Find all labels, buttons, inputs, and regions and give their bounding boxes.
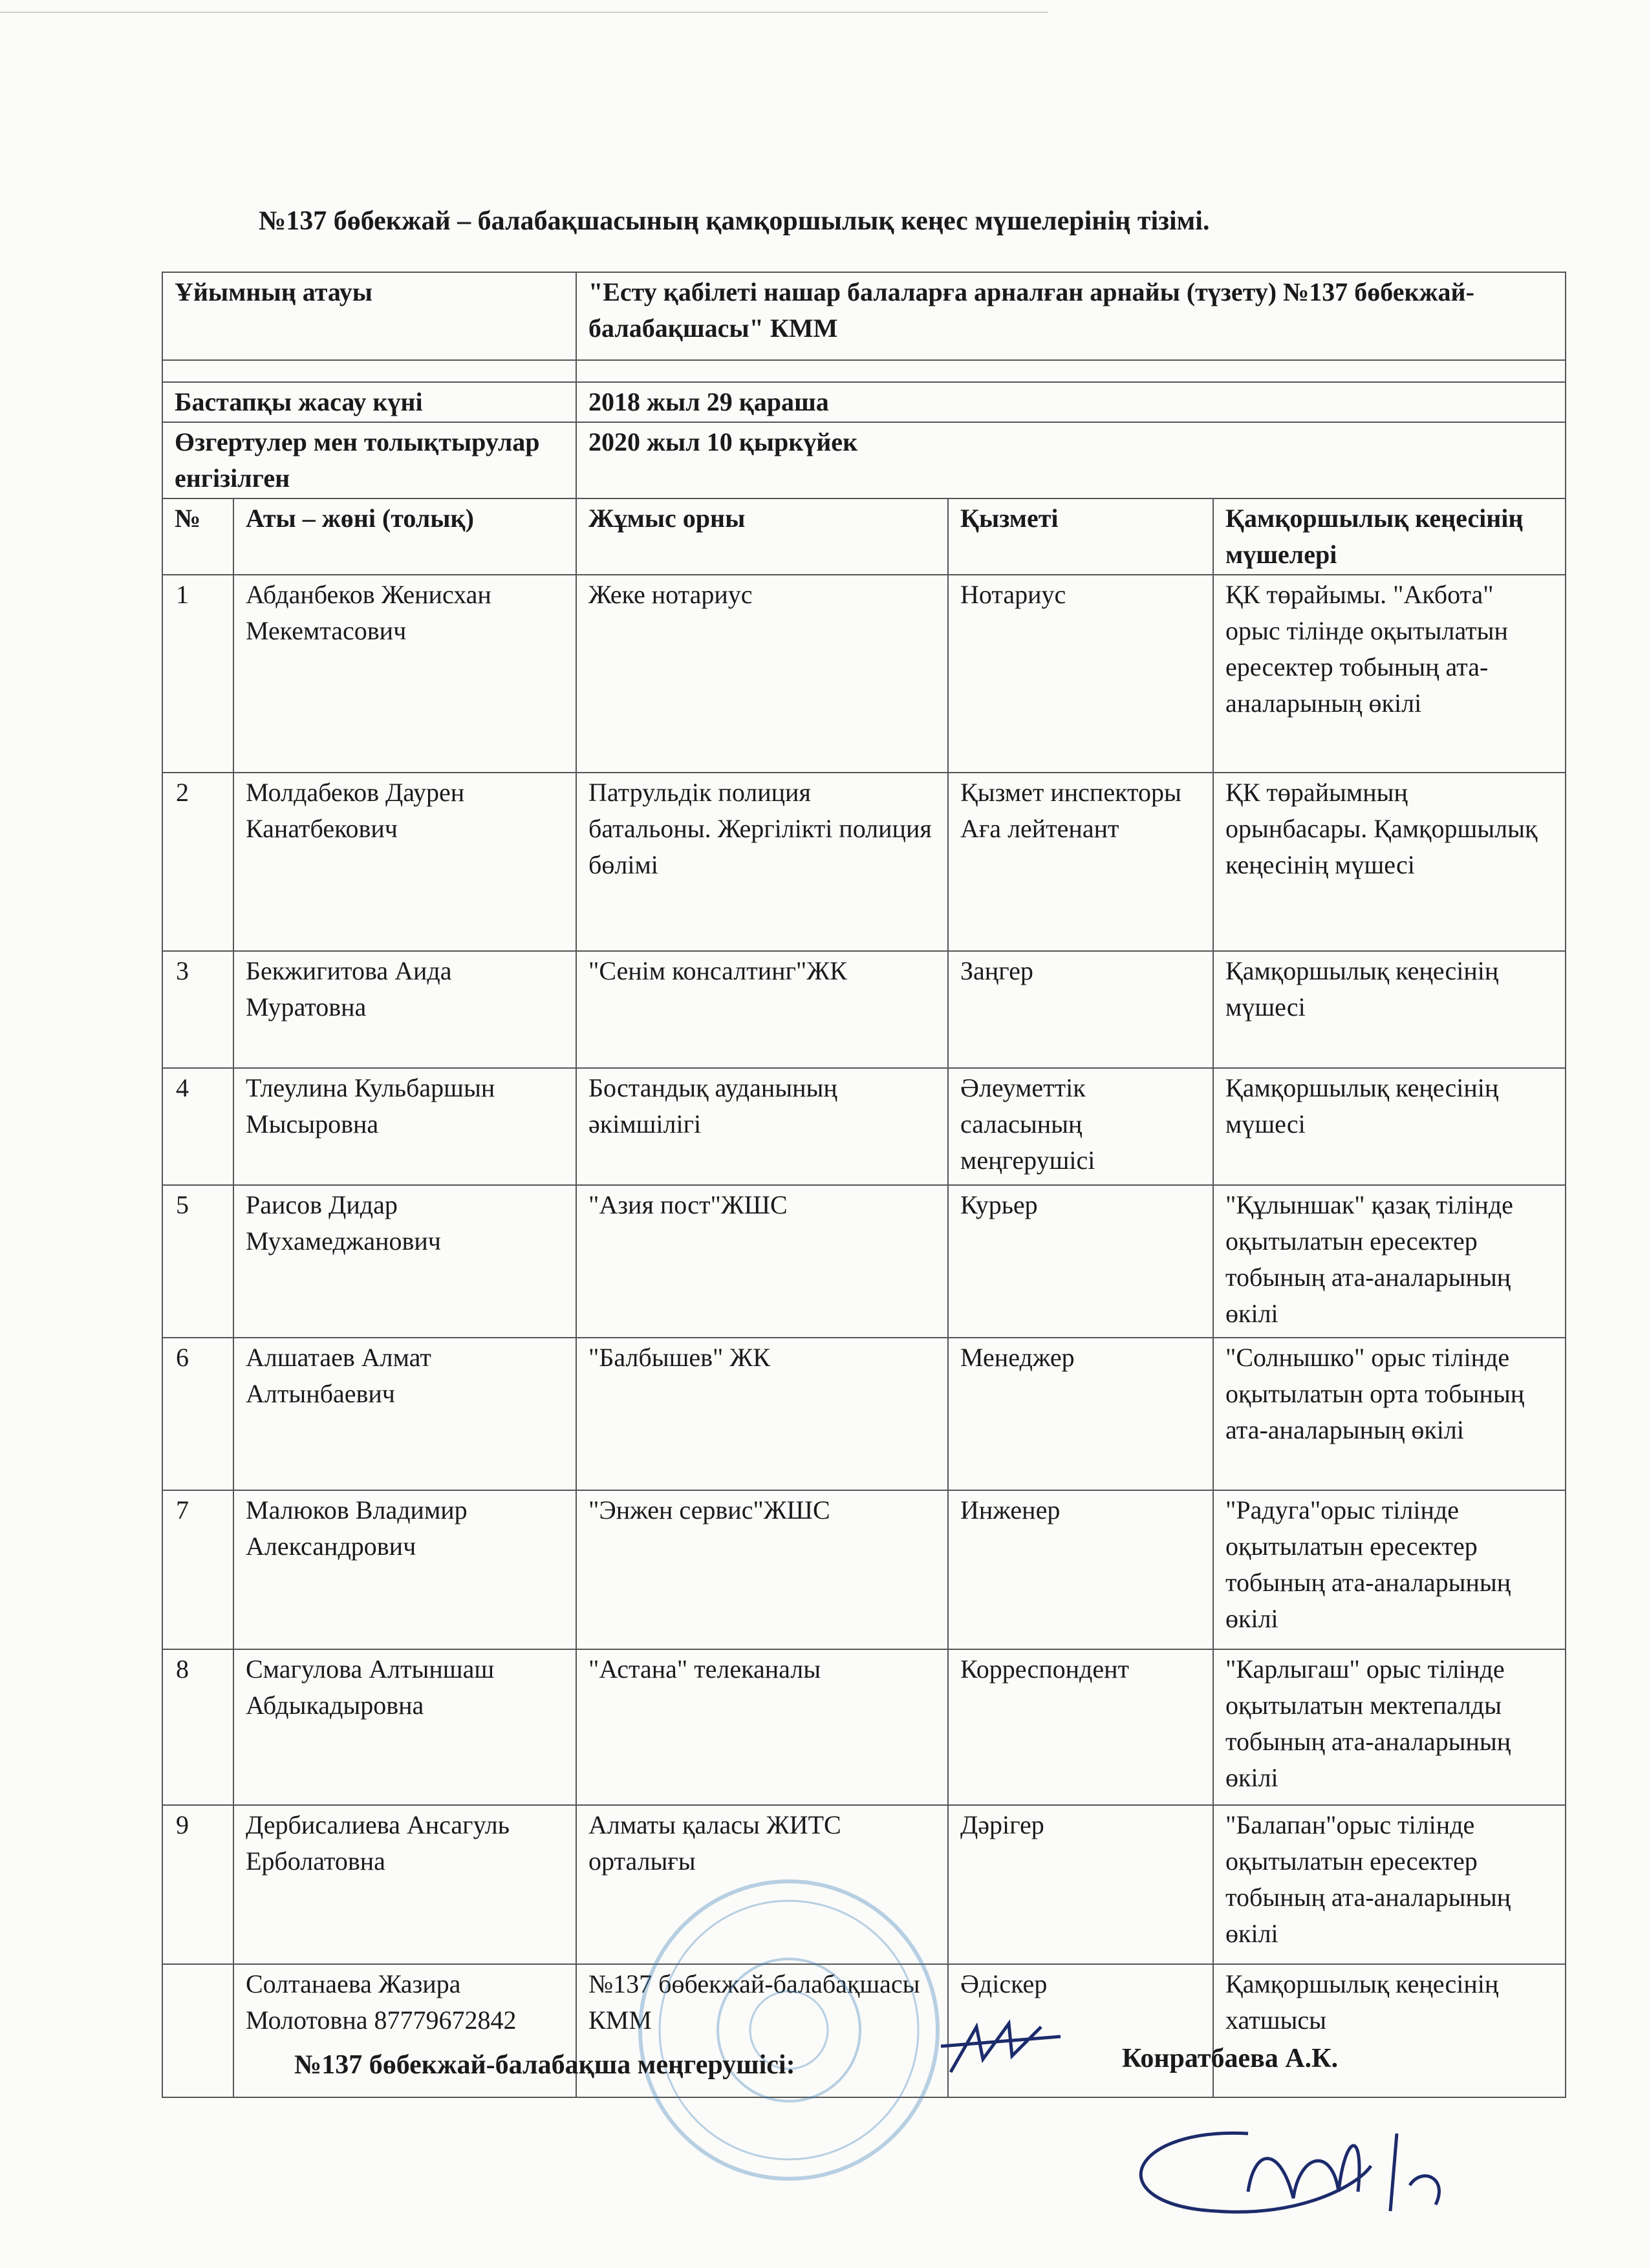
row-num: 4 [162,1068,233,1185]
member-position: Заңгер [948,951,1213,1068]
spacer-row [162,360,1566,382]
row-num: 1 [162,575,233,773]
row-num: 2 [162,773,233,951]
row-num: 7 [162,1490,233,1649]
member-position: Менеджер [948,1338,1213,1490]
changes-row [162,422,1566,498]
scan-edge-line [0,12,1048,13]
member-position: Корреспондент [948,1649,1213,1805]
member-work: "Азия пост"ЖШС [576,1185,948,1338]
member-role: "Карлыгаш" орыс тілінде оқытылатын мектепалды тобының ата-аналарының өкілі [1213,1649,1566,1805]
member-name: Алшатаев Алмат Алтынбаевич [233,1338,576,1490]
member-name: Малюков Владимир Александрович [233,1490,576,1649]
member-work: Алматы қаласы ЖИТС орталығы [576,1805,948,1964]
page-title: №137 бөбекжай – балабақшасының қамқоршылық кеңес мүшелерінің тізімі. [259,206,1210,236]
member-name: Тлеулина Кульбаршын Мысыровна [233,1068,576,1185]
member-role: ҚК төрайымның орынбасары. Қамқоршылық кеңесінің мүшесі [1213,773,1566,951]
member-role: "Балапан"орыс тілінде оқытылатын ересектер тобының ата-аналарының өкілі [1213,1805,1566,1964]
table-row [162,1649,1566,1805]
org-row [162,272,1566,360]
member-role: Қамқоршылық кеңесінің мүшесі [1213,951,1566,1068]
member-position: Қызмет инспекторы Аға лейтенант [948,773,1213,951]
header-num: № [162,498,233,575]
head-name: Конратбаева А.К. [1122,2044,1339,2073]
member-name: Дербисалиева Ансагуль Ерболатовна [233,1805,576,1964]
member-role: "Құлыншак" қазақ тілінде оқытылатын ересектер тобының ата-аналарының өкілі [1213,1185,1566,1338]
table-row [162,1068,1566,1185]
member-work: "Астана" телеканалы [576,1649,948,1805]
member-name: Смагулова Алтыншаш Абдыкадыровна [233,1649,576,1805]
header-role: Қамқоршылық кеңесінің мүшелері [1213,498,1566,575]
member-role: Қамқоршылық кеңесінің хатшысы [1213,1964,1566,2097]
row-num: 8 [162,1649,233,1805]
row-num: 9 [162,1805,233,1964]
member-work: Патрульдік полиция батальоны. Жергілікті полиция бөлімі [576,773,948,951]
member-name: Солтанаева Жазира Молотовна 87779672842 [233,1964,576,2097]
org-label: Ұйымның атауы [162,272,576,360]
member-position: Инженер [948,1490,1213,1649]
council-table [162,272,1566,2098]
member-role: "Солнышко" орыс тілінде оқытылатын орта тобының ата-аналарының өкілі [1213,1338,1566,1490]
header-row [162,498,1566,575]
member-role: ҚК төрайымы. "Акбота" орыс тілінде оқытылатын ересектер тобының ата-аналарының өкілі [1213,575,1566,773]
table-row [162,951,1566,1068]
row-num: 6 [162,1338,233,1490]
row-num: 5 [162,1185,233,1338]
head-label: №137 бөбекжай-балабақша меңгерушісі: [294,2050,795,2080]
created-value: 2018 жыл 29 қараша [576,382,1566,422]
signature [1086,2108,1507,2237]
member-role: Қамқоршылық кеңесінің мүшесі [1213,1068,1566,1185]
header-position: Қызметі [948,498,1213,575]
signature-mark [938,2014,1067,2085]
member-name: Абданбеков Женисхан Мекемтасович [233,575,576,773]
created-label: Бастапқы жасау күні [162,382,576,422]
header-work: Жұмыс орны [576,498,948,575]
table-row [162,1185,1566,1338]
member-work: Бостандық ауданының әкімшілігі [576,1068,948,1185]
table-row [162,1490,1566,1649]
member-work: "Сенім консалтинг"ЖК [576,951,948,1068]
table-row [162,1338,1566,1490]
member-work: "Энжен сервис"ЖШС [576,1490,948,1649]
member-position: Дәрігер [948,1805,1213,1964]
member-work: "Балбышев" ЖК [576,1338,948,1490]
member-rows [162,575,1566,2097]
changes-value: 2020 жыл 10 қыркүйек [576,422,1566,498]
header-name: Аты – жөні (толық) [233,498,576,575]
row-num: 3 [162,951,233,1068]
member-name: Бекжигитова Аида Муратовна [233,951,576,1068]
member-position: Нотариус [948,575,1213,773]
member-work: Жеке нотариус [576,575,948,773]
round-seal [634,1875,944,2185]
changes-label: Өзгертулер мен толықтырулар енгізілген [162,422,576,498]
member-position: Әдіскер [948,1964,1213,2097]
created-row [162,382,1566,422]
org-value: "Есту қабілеті нашар балаларға арналған арнайы (түзету) №137 бөбекжай- балабақшасы" КММ [576,272,1566,360]
member-name: Раисов Дидар Мухамеджанович [233,1185,576,1338]
member-role: "Радуга"орыс тілінде оқытылатын ересектер тобының ата-аналарының өкілі [1213,1490,1566,1649]
row-num [162,1964,233,2097]
member-position: Курьер [948,1185,1213,1338]
table-row [162,575,1566,773]
member-name: Молдабеков Даурен Канатбекович [233,773,576,951]
member-work: №137 бөбекжай-балабақшасы КММ [576,1964,948,2097]
table-row [162,773,1566,951]
member-position: Әлеуметтік саласының меңгерушісі [948,1068,1213,1185]
